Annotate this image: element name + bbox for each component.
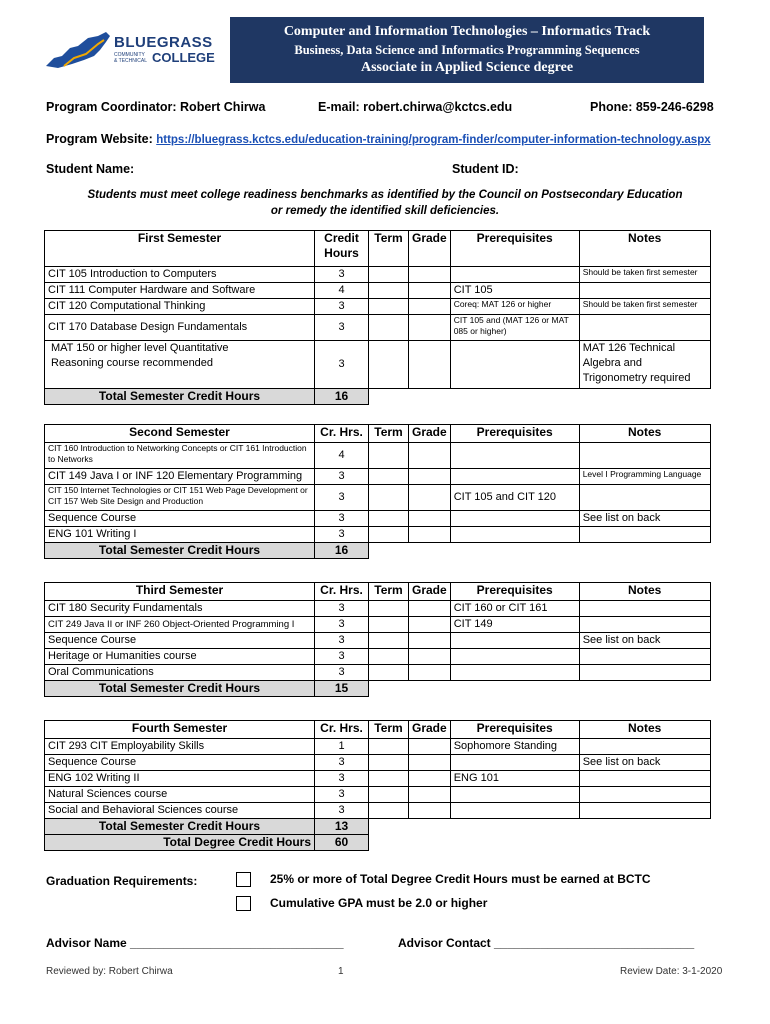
website-link[interactable]: https://bluegrass.kctcs.edu/education-training/program-finder/computer-information-technology.aspx bbox=[156, 134, 711, 146]
table-row: CIT 180 Security Fundamentals 3 CIT 160 or CIT 161 bbox=[45, 601, 711, 617]
table-row: CIT 149 Java I or INF 120 Elementary Programming 3 Level I Programming Language bbox=[45, 469, 711, 485]
degree-total-row: Total Degree Credit Hours 60 bbox=[45, 835, 711, 851]
table-row: CIT 120 Computational Thinking 3 Coreq: MAT 126 or higher Should be taken first semester bbox=[45, 299, 711, 315]
student-name-label: Student Name: bbox=[46, 162, 135, 176]
logo-name: BLUEGRASS bbox=[114, 34, 213, 51]
coordinator-email: E-mail: robert.chirwa@kctcs.edu bbox=[318, 100, 513, 114]
table-row: Sequence Course 3 See list on back bbox=[45, 755, 711, 771]
advisor-name-field[interactable]: Advisor Name ________________________________ bbox=[46, 936, 344, 950]
semester-title: Second Semester bbox=[45, 425, 315, 443]
header-degree: Associate in Applied Science degree bbox=[360, 60, 574, 75]
first-semester-table bbox=[44, 230, 711, 405]
col-grade: Grade bbox=[409, 721, 451, 739]
col-term: Term bbox=[369, 583, 409, 601]
semester-title: Third Semester bbox=[45, 583, 315, 601]
table-row: Social and Behavioral Sciences course 3 bbox=[45, 803, 711, 819]
col-term: Term bbox=[369, 721, 409, 739]
second-semester-table bbox=[44, 424, 711, 559]
semester-total-row: Total Semester Credit Hours 16 bbox=[45, 543, 711, 559]
graduation-label: Graduation Requirements: bbox=[46, 874, 198, 888]
logo-college: COLLEGE bbox=[152, 50, 215, 65]
col-prereq: Prerequisites bbox=[450, 231, 579, 267]
semester-title: First Semester bbox=[45, 231, 315, 267]
col-credit-hours: Cr. Hrs. bbox=[315, 721, 369, 739]
table-row: CIT 160 Introduction to Networking Concepts or CIT 161 Introduction to Networks 4 bbox=[45, 443, 711, 469]
table-row: Sequence Course 3 See list on back bbox=[45, 633, 711, 649]
semester-total-row: Total Semester Credit Hours 13 bbox=[45, 819, 711, 835]
col-term: Term bbox=[369, 425, 409, 443]
col-prereq: Prerequisites bbox=[450, 583, 579, 601]
document-header bbox=[230, 17, 704, 83]
col-term: Term bbox=[369, 231, 409, 267]
table-row: CIT 293 CIT Employability Skills 1 Sophomore Standing bbox=[45, 739, 711, 755]
requirement-2-text: Cumulative GPA must be 2.0 or higher bbox=[270, 896, 488, 910]
table-row: Oral Communications 3 bbox=[45, 665, 711, 681]
col-prereq: Prerequisites bbox=[450, 425, 579, 443]
advisor-contact-field[interactable]: Advisor Contact ______________________________ bbox=[398, 936, 695, 950]
table-row: Sequence Course 3 See list on back bbox=[45, 511, 711, 527]
semester-total-row: Total Semester Credit Hours 15 bbox=[45, 681, 711, 697]
requirement-1-checkbox[interactable] bbox=[236, 872, 251, 887]
page-number: 1 bbox=[338, 966, 344, 977]
table-row: CIT 170 Database Design Fundamentals 3 CIT 105 and (MAT 126 or MAT 085 or higher) bbox=[45, 315, 711, 341]
requirement-1-text: 25% or more of Total Degree Credit Hours must be earned at BCTC bbox=[270, 872, 651, 886]
col-grade: Grade bbox=[409, 231, 451, 267]
table-row: MAT 150 or higher level Quantitative Reasoning course recommended 3 MAT 126 Technical Algebra and Trigonometry required bbox=[45, 341, 711, 389]
reviewed-by: Reviewed by: Robert Chirwa bbox=[46, 966, 173, 977]
coordinator-phone: Phone: 859-246-6298 bbox=[590, 100, 714, 114]
fourth-semester-table bbox=[44, 720, 711, 851]
table-row: CIT 150 Internet Technologies or CIT 151 Web Page Development or CIT 157 Web Site Design and Production 3 CIT 105 and CIT 120 bbox=[45, 485, 711, 511]
table-row: ENG 102 Writing II 3 ENG 101 bbox=[45, 771, 711, 787]
program-website: Program Website: https://bluegrass.kctcs.edu/education-training/program-finder/computer-information-technology.aspx bbox=[46, 132, 711, 146]
table-row: CIT 105 Introduction to Computers 3 Should be taken first semester bbox=[45, 267, 711, 283]
col-notes: Notes bbox=[579, 721, 710, 739]
col-notes: Notes bbox=[579, 425, 710, 443]
student-id-label: Student ID: bbox=[452, 162, 519, 176]
third-semester-table bbox=[44, 582, 711, 697]
requirement-2-checkbox[interactable] bbox=[236, 896, 251, 911]
col-credit-hours: Cr. Hrs. bbox=[315, 583, 369, 601]
semester-title: Fourth Semester bbox=[45, 721, 315, 739]
table-row: CIT 111 Computer Hardware and Software 4 CIT 105 bbox=[45, 283, 711, 299]
col-credit-hours: Credit Hours bbox=[315, 231, 369, 267]
college-logo bbox=[44, 28, 216, 70]
logo-sub: COMMUNITY & TECHNICAL bbox=[114, 52, 147, 64]
col-grade: Grade bbox=[409, 425, 451, 443]
table-row: Heritage or Humanities course 3 bbox=[45, 649, 711, 665]
program-coordinator: Program Coordinator: Robert Chirwa bbox=[46, 100, 266, 114]
table-row: CIT 249 Java II or INF 260 Object-Oriented Programming I 3 CIT 149 bbox=[45, 617, 711, 633]
kentucky-map-icon bbox=[44, 28, 124, 70]
table-row: Natural Sciences course 3 bbox=[45, 787, 711, 803]
col-notes: Notes bbox=[579, 583, 710, 601]
col-prereq: Prerequisites bbox=[450, 721, 579, 739]
semester-total-row: Total Semester Credit Hours 16 bbox=[45, 389, 711, 405]
table-row: ENG 101 Writing I 3 bbox=[45, 527, 711, 543]
header-title: Computer and Information Technologies – Informatics Track bbox=[283, 24, 651, 39]
col-grade: Grade bbox=[409, 583, 451, 601]
col-credit-hours: Cr. Hrs. bbox=[315, 425, 369, 443]
review-date: Review Date: 3-1-2020 bbox=[620, 966, 723, 977]
header-subtitle: Business, Data Science and Informatics Programming Sequences bbox=[294, 43, 640, 57]
col-notes: Notes bbox=[579, 231, 710, 267]
readiness-notice: Students must meet college readiness benchmarks as identified by the Council on Postsecondary Education or remedy the identified skill deficiencies. bbox=[87, 189, 683, 217]
